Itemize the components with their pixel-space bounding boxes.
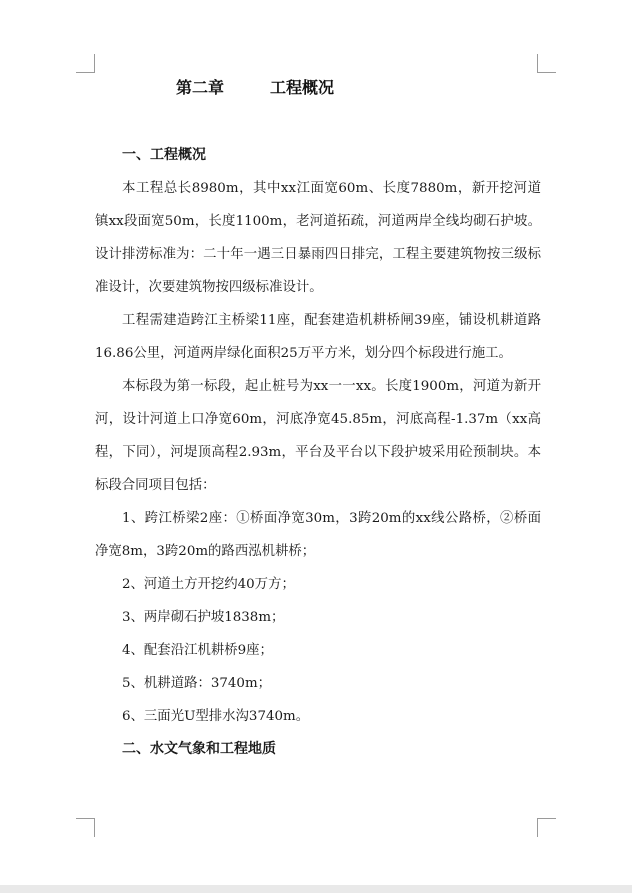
chapter-number: 第二章 [176,78,225,97]
crop-mark-bottom-left [76,818,95,837]
crop-mark-top-right [537,54,556,73]
section-heading-2: 二、水文气象和工程地质 [122,741,276,757]
page-gap [0,885,632,893]
paragraph-1: 本工程总长8980m，其中xx江面宽60m、长度7880m，新开挖河道镇xx段面宽50m，长度1100m，老河道拓疏，河道两岸全线均砌石护坡。设计排涝标准为：二十年一遇三日暴雨四日排完，工程主要建筑物按三级标准设计，次要建筑物按四级标准设计。 [95,181,541,295]
list-item: 6、三面光U型排水沟3740m。 [122,709,310,724]
section-heading-1: 一、工程概况 [122,147,206,163]
list-item: 4、配套沿江机耕桥9座； [122,643,273,658]
paragraph-3: 本标段为第一标段，起止桩号为xx一一xx。长度1900m，河道为新开河，设计河道上口净宽60m，河底净宽45.85m，河底高程-1.37m（xx高程，下同），河堤顶高程2.93m，平台及平台以下段护坡采用砼预制块。本标段合同项目包括： [95,379,541,493]
document-body [95,139,541,766]
list-item: 1、跨江桥梁2座：①桥面净宽30m，3跨20m的xx线公路桥，②桥面净宽8m，3跨20m的路西泓机耕桥； [95,511,541,559]
list-item: 2、河道土方开挖约40万方； [122,577,295,592]
chapter-title [0,76,632,100]
chapter-name: 工程概况 [270,78,335,97]
list-item: 3、两岸砌石护坡1838m； [122,610,285,625]
crop-mark-bottom-right [537,818,556,837]
crop-mark-top-left [76,54,95,73]
list-item: 5、机耕道路：3740m； [122,676,272,691]
paragraph-2: 工程需建造跨江主桥梁11座，配套建造机耕桥闸39座，铺设机耕道路16.86公里，河道两岸绿化面积25万平方米，划分四个标段进行施工。 [95,313,541,361]
